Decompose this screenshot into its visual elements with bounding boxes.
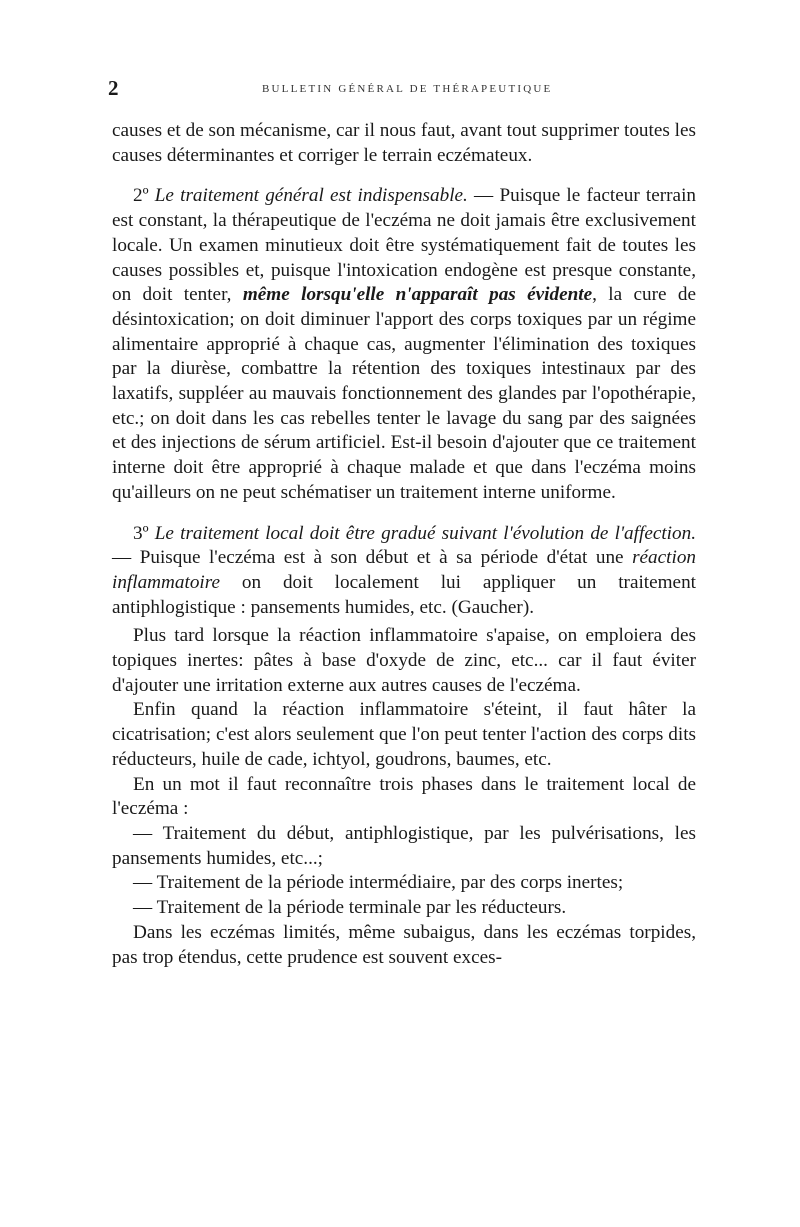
section-number: 2º — [133, 185, 149, 207]
paragraph-local-treatment — [112, 522, 696, 621]
paragraph: Enfin quand la réaction inflammatoire s'éteint, il faut hâter la cicatrisation; c'est alors seulement que l'on peut tenter l'action des corps dits réducteurs, huile de cade, ichtyol, goudrons, baumes, etc. — [112, 699, 696, 770]
page-number: 2 — [108, 76, 119, 100]
body-text — [112, 119, 696, 970]
emphasized-text: réaction inflammatoire — [112, 547, 697, 593]
paragraph-text: Puisque l'eczéma est à son début et à sa période d'état une — [139, 547, 633, 569]
list-item: — Traitement de la période intermédiaire, par des corps inertes; — [133, 872, 624, 894]
list-item: — Traitement du début, antiphlogistique, par les pulvérisations, les pansements humides, etc...; — [112, 822, 696, 869]
paragraph: En un mot il faut reconnaître trois phases dans le traitement local de l'eczéma : — [112, 773, 696, 820]
page-header — [108, 76, 696, 100]
running-title: BULLETIN GÉNÉRAL DE THÉRAPEUTIQUE — [262, 83, 553, 95]
heading-dash: — — [467, 185, 500, 207]
section-heading: Le traitement général est indispensable. — [154, 185, 468, 207]
section-heading: Le traitement local doit être gradué suivant l'évolution de l'affection. — [154, 522, 696, 544]
section-number: 3º — [133, 522, 149, 544]
paragraph: Plus tard lorsque la réaction inflammatoire s'apaise, on emploiera des topiques inertes: pâtes à base d'oxyde de zinc, etc... car il faut éviter d'ajouter une irritation externe aux autres causes de l'eczéma. — [112, 625, 696, 696]
paragraph-text: Puisque le facteur terrain est constant, la thérapeutique de l'eczéma ne doit jamais être exclusivement locale. Un examen minutieux doit être systématiquement fait de toutes les causes possibles et, puisque l'intoxication endogène est presque constante, on doit tenter, — [112, 185, 696, 306]
paragraph: Dans les eczémas limités, même subaigus, dans les eczémas torpides, pas trop étendus, cette prudence est souvent exces- — [112, 921, 696, 968]
paragraph-continuation: causes et de son mécanisme, car il nous faut, avant tout supprimer toutes les causes déterminantes et corriger le terrain eczémateux. — [112, 120, 696, 166]
heading-dash: — — [112, 547, 140, 569]
paragraph-general-treatment — [112, 184, 696, 505]
emphasized-text: même lorsqu'elle n'apparaît pas évidente — [242, 284, 593, 306]
paragraph-text: , la cure de désintoxication; on doit diminuer l'apport des corps toxiques par un régime alimentaire approprié à chaque cas, augmenter l'élimination des toxiques par la diurèse, combattre la rétention des toxiques intestinaux par des laxatifs, suppléer au mauvais fonctionnement des glandes par l'opothérapie, etc.; on doit dans les cas rebelles tenter le lavage du sang par des saignées et des injections de sérum artificiel. Est-il besoin d'ajouter que ce traitement interne doit être approprié à chaque malade et que dans l'eczéma moins qu'ailleurs on ne peut schématiser un traitement interne uniforme. — [112, 284, 697, 503]
list-item: — Traitement de la période terminale par les réducteurs. — [133, 897, 567, 919]
paragraph-text: on doit localement lui appliquer un traitement antiphlogistique : pansements humides, etc. (Gaucher). — [112, 571, 696, 618]
